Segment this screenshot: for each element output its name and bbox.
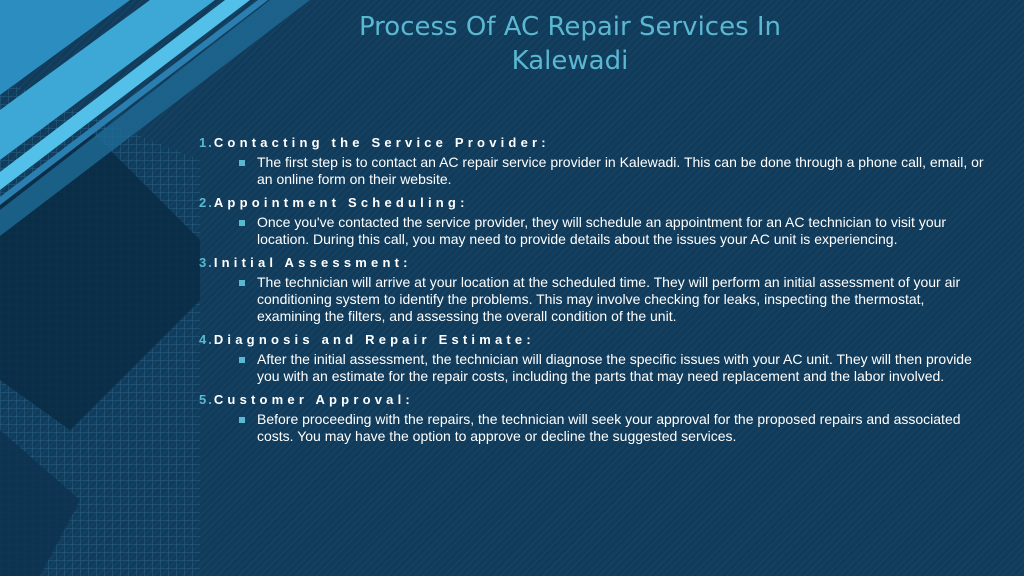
step-number: 3. — [199, 255, 214, 270]
step-title: Diagnosis and Repair Estimate: — [213, 332, 535, 347]
step-number: 1. — [199, 135, 214, 150]
step-number: 5. — [199, 392, 214, 407]
step-detail — [239, 154, 999, 188]
square-bullet-icon — [239, 220, 245, 226]
step-detail — [239, 351, 999, 385]
step-number: 4. — [199, 332, 214, 347]
list-item — [199, 134, 999, 188]
step-number: 2. — [199, 195, 214, 210]
list-item — [199, 331, 999, 385]
step-detail-text: Once you've contacted the service provider, they will schedule an appointment for an AC technician to visit your location. During this call, you may need to provide details about the issues your AC unit is experiencing. — [257, 214, 947, 247]
step-heading — [199, 391, 999, 408]
step-heading — [199, 331, 999, 348]
step-heading — [199, 194, 999, 211]
step-title: Contacting the Service Provider: — [213, 135, 550, 150]
step-heading — [199, 254, 999, 271]
list-item — [199, 194, 999, 248]
process-steps-list — [199, 134, 999, 451]
step-detail — [239, 411, 999, 445]
square-bullet-icon — [239, 280, 245, 286]
step-detail-text: Before proceeding with the repairs, the technician will seek your approval for the proposed repairs and associated costs. You may have the option to approve or decline the suggested services. — [257, 411, 961, 444]
square-bullet-icon — [239, 160, 245, 166]
step-heading — [199, 134, 999, 151]
square-bullet-icon — [239, 417, 245, 423]
step-detail — [239, 214, 999, 248]
step-title: Customer Approval: — [213, 392, 414, 407]
list-item — [199, 254, 999, 325]
page-title: Process Of AC Repair Services In Kalewadi — [358, 12, 782, 76]
step-detail-text: After the initial assessment, the technician will diagnose the specific issues with your AC unit. They will then provide you with an estimate for the repair costs, including the parts that may need replacement and the labor involved. — [257, 351, 972, 384]
list-item — [199, 391, 999, 445]
step-detail — [239, 274, 999, 325]
step-detail-text: The first step is to contact an AC repair service provider in Kalewadi. This can be done through a phone call, email, or an online form on their website. — [257, 154, 984, 187]
step-title: Appointment Scheduling: — [213, 195, 469, 210]
step-detail-text: The technician will arrive at your location at the scheduled time. They will perform an initial assessment of your air conditioning system to identify the problems. This may involve checking for leaks, inspecting the thermostat, examining the filters, and assessing the overall condition of the unit. — [257, 274, 961, 324]
square-bullet-icon — [239, 357, 245, 363]
step-title: Initial Assessment: — [213, 255, 412, 270]
